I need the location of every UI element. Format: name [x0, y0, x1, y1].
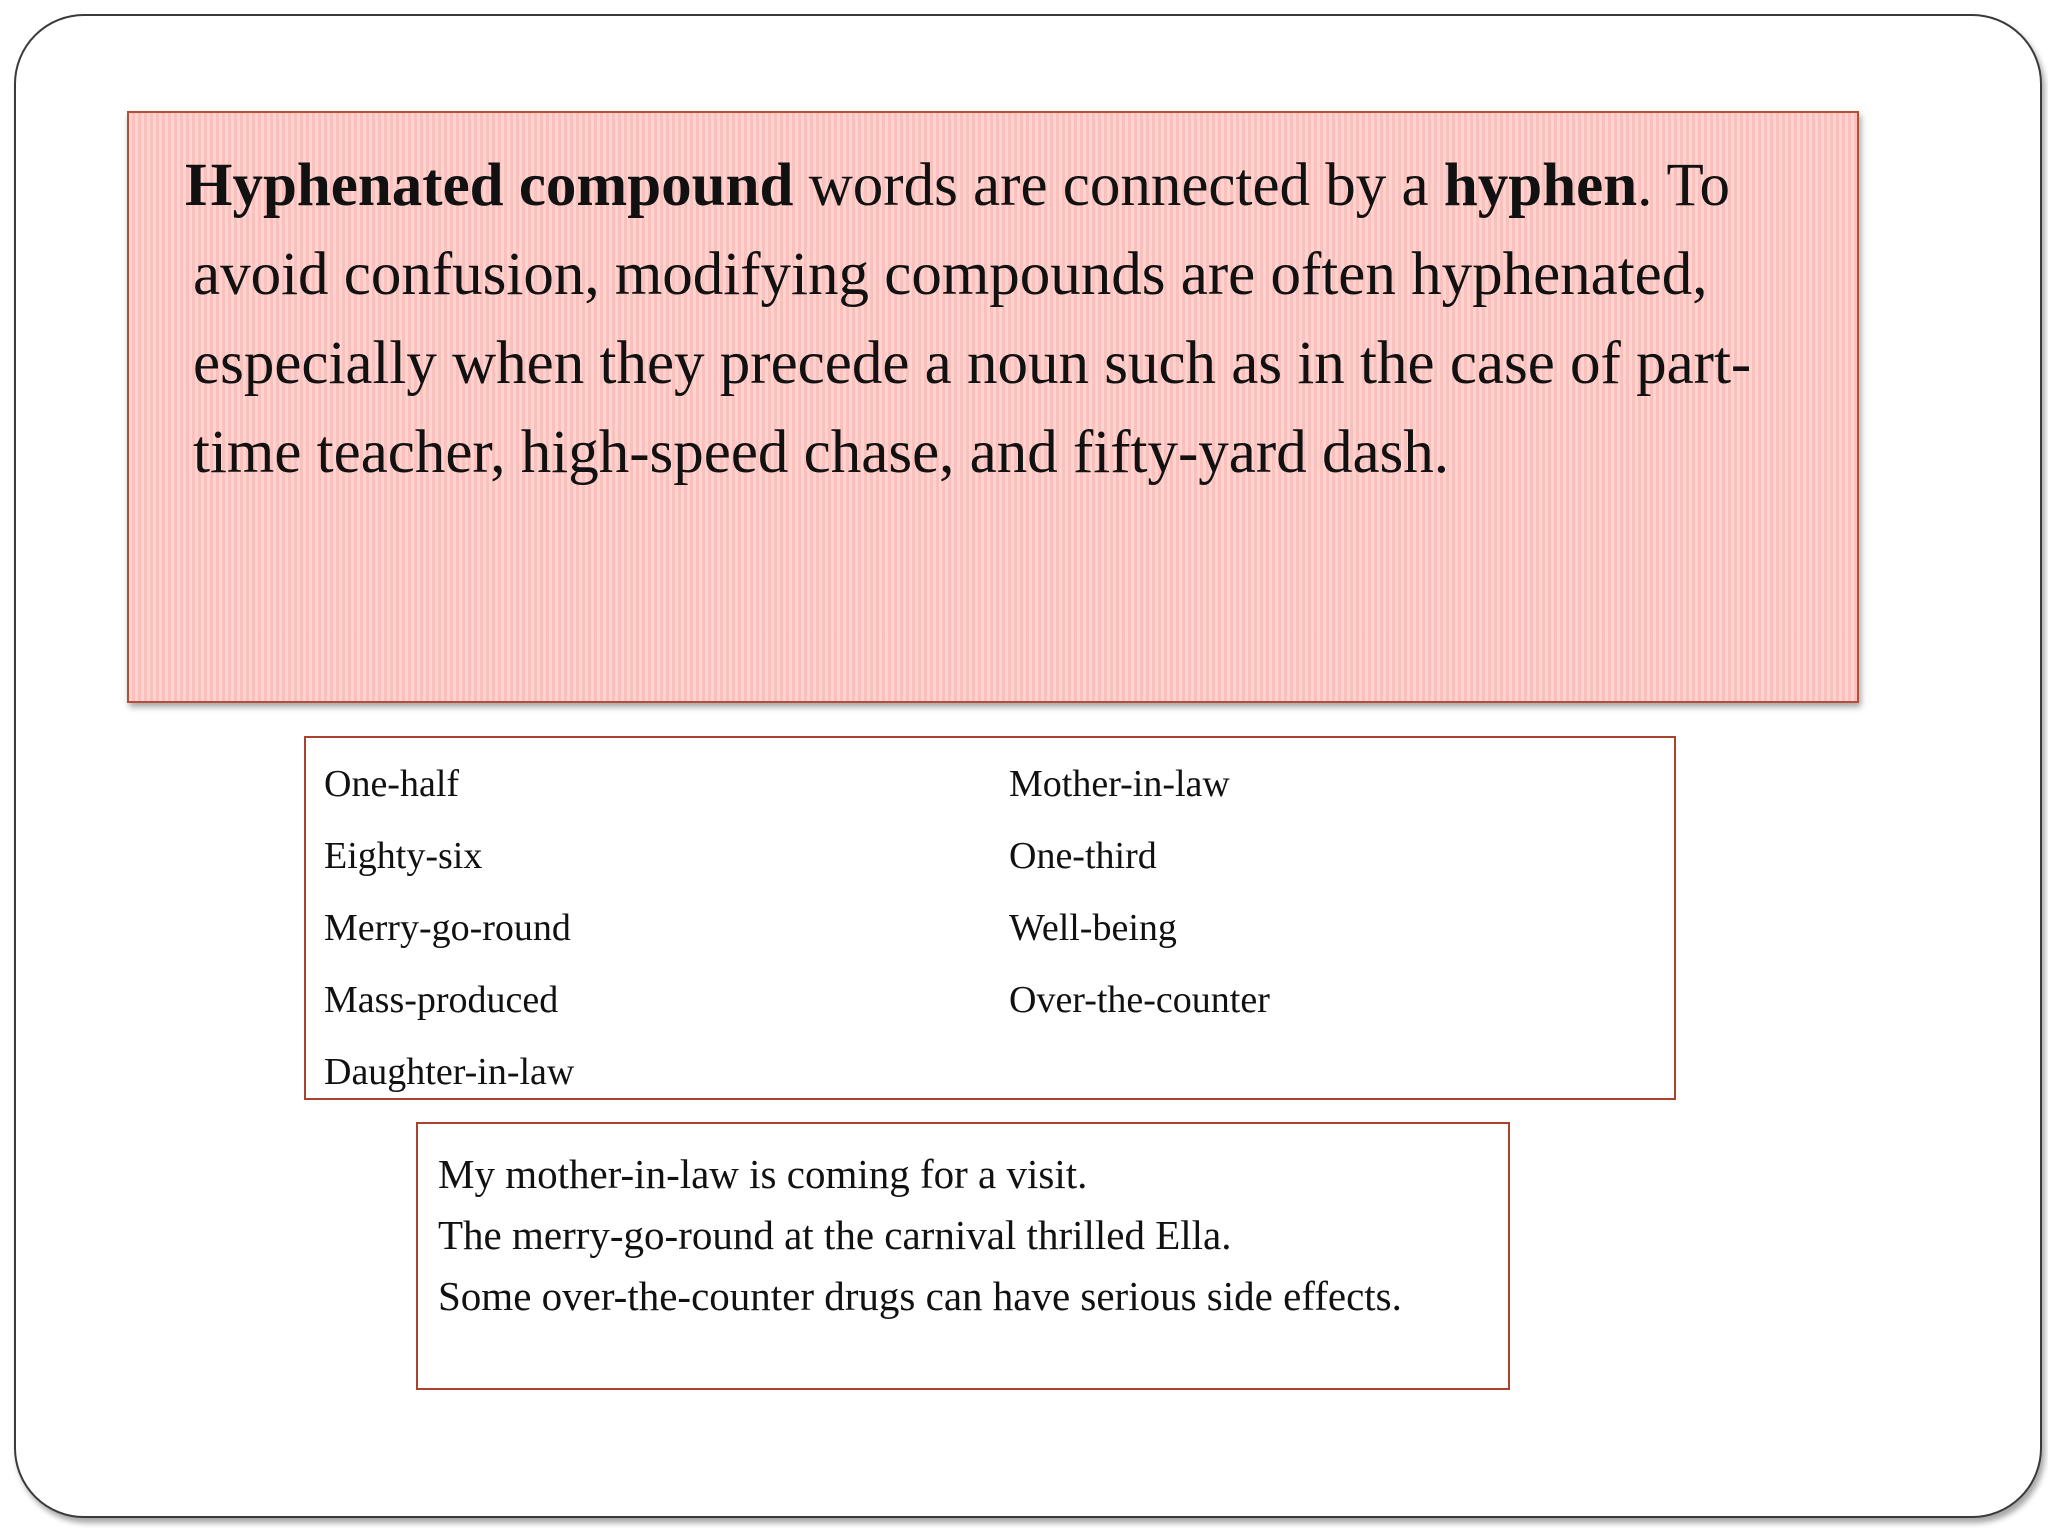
definition-text-part2: . To avoid confusion, modifying compounds are often hyphenated, especially when they precede a noun such as in the case of part-time teacher, high-speed chase, and fifty-yard dash.	[193, 152, 1752, 486]
examples-left-column	[324, 748, 574, 1108]
example-word: Merry-go-round	[324, 907, 571, 949]
example-word: One-third	[1009, 835, 1157, 877]
example-word: Well-being	[1009, 907, 1177, 949]
example-word: Mass-produced	[324, 979, 559, 1021]
slide-frame	[14, 14, 2042, 1518]
example-sentence: Some over-the-counter drugs can have serious side effects.	[438, 1273, 1402, 1319]
definition-text	[185, 141, 1833, 497]
definition-text-part1: words are connected by a	[793, 152, 1444, 219]
sentences-text	[438, 1144, 1488, 1327]
definition-term: Hyphenated compound	[185, 152, 794, 219]
example-sentence: My mother-in-law is coming for a visit.	[438, 1151, 1088, 1197]
example-sentence: The merry-go-round at the carnival thrilled Ella.	[438, 1212, 1232, 1258]
example-word: Mother-in-law	[1009, 763, 1230, 805]
sentences-box	[416, 1122, 1510, 1390]
definition-box	[127, 111, 1859, 703]
examples-right-column	[1009, 748, 1270, 1036]
example-word: One-half	[324, 763, 460, 805]
example-word: Over-the-counter	[1009, 979, 1270, 1021]
definition-hyphen-word: hyphen	[1443, 152, 1638, 219]
example-word: Eighty-six	[324, 835, 483, 877]
examples-box	[304, 736, 1676, 1100]
example-word: Daughter-in-law	[324, 1051, 575, 1093]
